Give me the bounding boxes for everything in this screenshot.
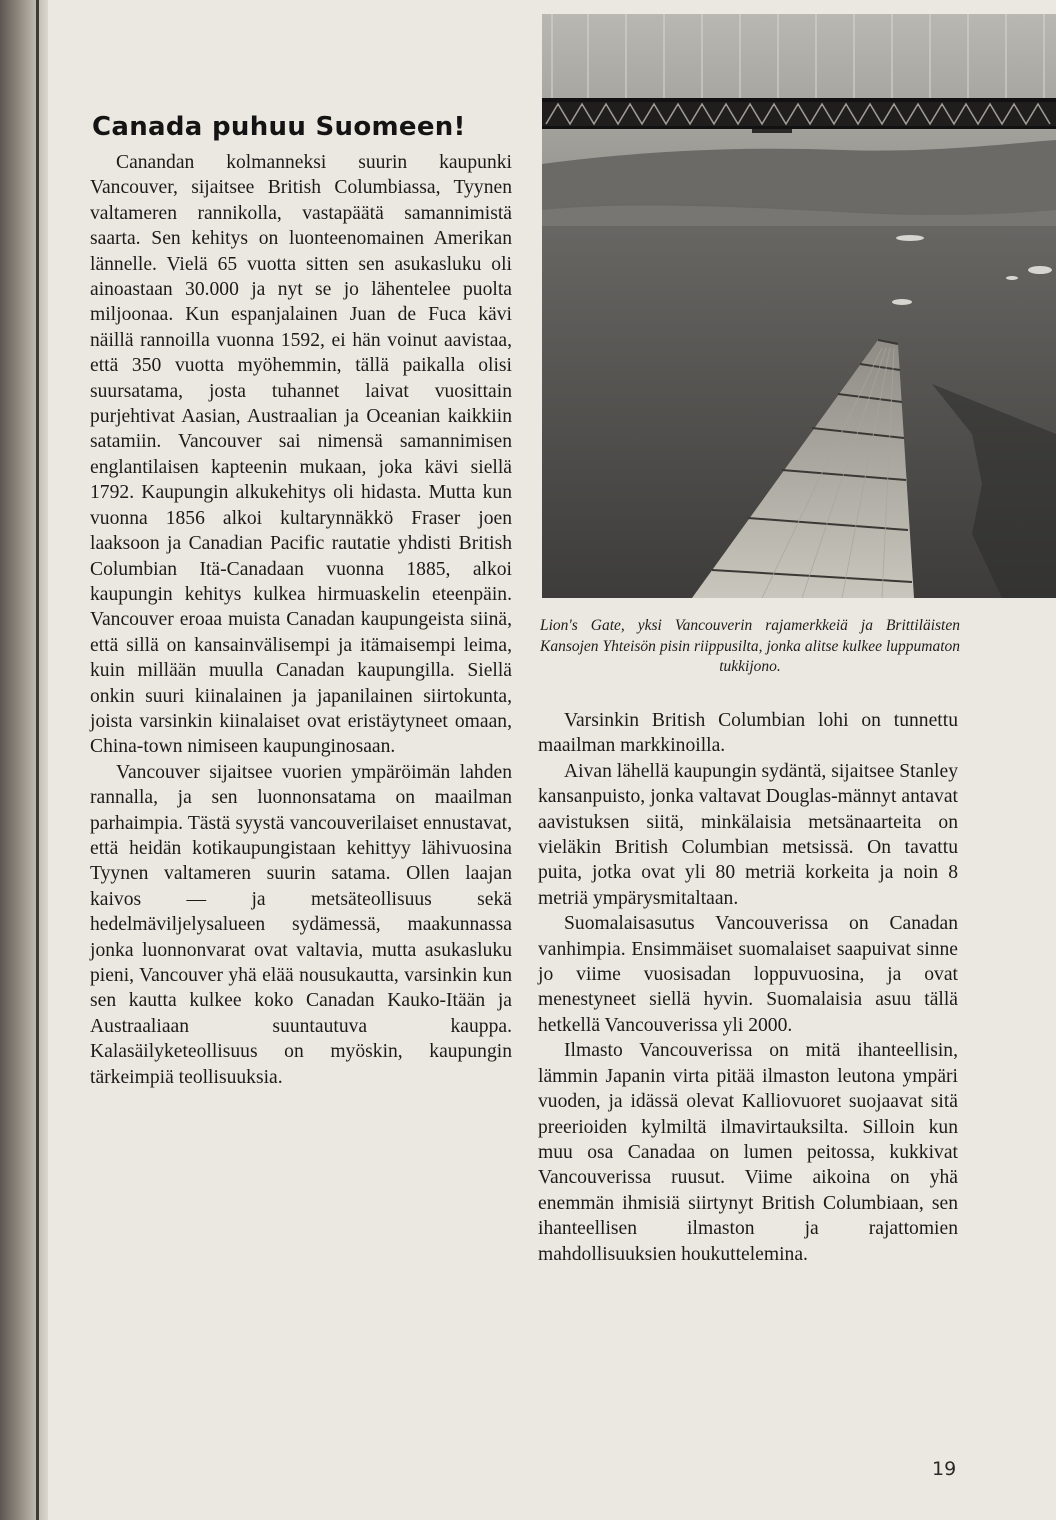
binding-edge — [36, 0, 39, 1520]
right-paragraph-3: Suomalaisasutus Vancouverissa on Canadan vanhimpia. Ensimmäiset suomalaiset saapuivat sinne jo viime vuosisadan loppuvuosina, ja ovat menestyneet siellä hyvin. Suomalaisia asuu tällä hetkellä Vancouverissa yli 2000. — [538, 913, 958, 1036]
page-number: 19 — [932, 1458, 957, 1480]
book-binding — [0, 0, 48, 1520]
left-paragraph-2: Vancouver sijaitsee vuorien ympäröimän lahden rannalla, ja sen luonnonsatama on maailman parhaimpia. Tästä syystä vancouverilaiset ennustavat, että heidän kotikaupungistaan kehittyy lähivuosina Tyynen valtameren suurin satama. Ollen laajan kaivos — ja metsäteollisuus sekä hedelmäviljelysalueen sydämessä, maakunnassa jonka luonnonvarat ovat valtavia, mutta asukasluku pieni, Vancouver yhä elää nousukautta, varsinkin kun sen kautta kulkee koko Canadan Kauko-Itään ja Austraaliaan suuntautuva kauppa. Kalasäilyketeollisuus on myöskin, kaupungin tärkeimpiä teollisuuksia. — [90, 761, 512, 1088]
left-paragraph-1: Canandan kolmanneksi suurin kaupunki Vancouver, sijaitsee British Columbiassa, Tyynen valtameren rannikolla, vastapäätä samannimistä saarta. Sen kehitys on luonteenomainen Amerikan lännelle. Vielä 65 vuotta sitten sen asukasluku oli ainoastaan 30.000 ja nyt se jo lähentelee puolta miljoonaa. Kun espanjalainen Juan de Fuca kävi näillä rannoilla vuonna 1592, ei hän voinut aavistaa, että 350 vuotta myöhemmin, tällä paikalla olisi suursatama, josta tuhannet laivat vuosittain purjehtivat Aasian, Austraalian ja Oceanian kaikkiin satamiin. Vancouver sai nimensä samannimisen englantilaisen kapteenin mukaan, joka kävi siellä 1792. Kaupungin alkukehitys oli hidasta. Mutta kun vuonna 1856 alkoi kultarynnäkkö Fraser joen laaksoon ja Canadian Pacific rautatie yhdisti British Columbian Itä-Canadaan vuonna 1885, alkoi kaupungin kehitys kulkea hirmuaskelin eteenpäin. Vancouver eroaa muista Canadan kaupungeista siinä, että sillä on kansainvälisempi ja itämaisempi leima, kuin millään muulla Canadan kaupungilla. Siellä onkin suuri kiinalainen ja japanilainen siirtokunta, joista varsinkin kiinalaiset ovat eristäytyneet omaan, China-town nimiseen kaupunginosaan. — [90, 152, 512, 758]
left-column — [90, 150, 512, 1090]
right-paragraph-2: Aivan lähellä kaupungin sydäntä, sijaitsee Stanley kansanpuisto, jonka valtavat Douglas-männyt antavat aavistuksen siitä, minkälaisia metsänaarteita on vieläkin British Columbian metsissä. On tavattu puita, jotka ovat yli 80 metriä korkeita ja noin 8 metriä ympärysmitaltaan. — [538, 760, 958, 909]
photo-caption: Lion's Gate, yksi Vancouverin rajamerkkeiä ja Brittiläisten Kansojen Yhteisön pisin riippusilta, jonka alitse kulkee luppumaton tukkijono. — [540, 617, 960, 676]
right-paragraph-1: Varsinkin British Columbian lohi on tunnettu maailman markkinoilla. — [538, 710, 958, 757]
right-paragraph-4: Ilmasto Vancouverissa on mitä ihanteellisin, lämmin Japanin virta pitää ilmaston leutona ympäri vuoden, ja idässä olevat Kalliovuoret suojaavat sitä preerioiden kylmiltä ilmavirtauksilta. Silloin kun muu osa Canadaa on lumen peitossa, kukkivat Vancouverissa ruusut. Viime aikoina on yhä enemmän ihmisiä siirtynyt British Columbiaan, sen ihanteellisen ilmaston ja rajattomien mahdollisuuksien houkuttelemina. — [538, 1040, 958, 1265]
right-column — [538, 708, 958, 1267]
article-title: Canada puhuu Suomeen! — [92, 112, 466, 142]
bridge-photo — [542, 14, 1056, 598]
